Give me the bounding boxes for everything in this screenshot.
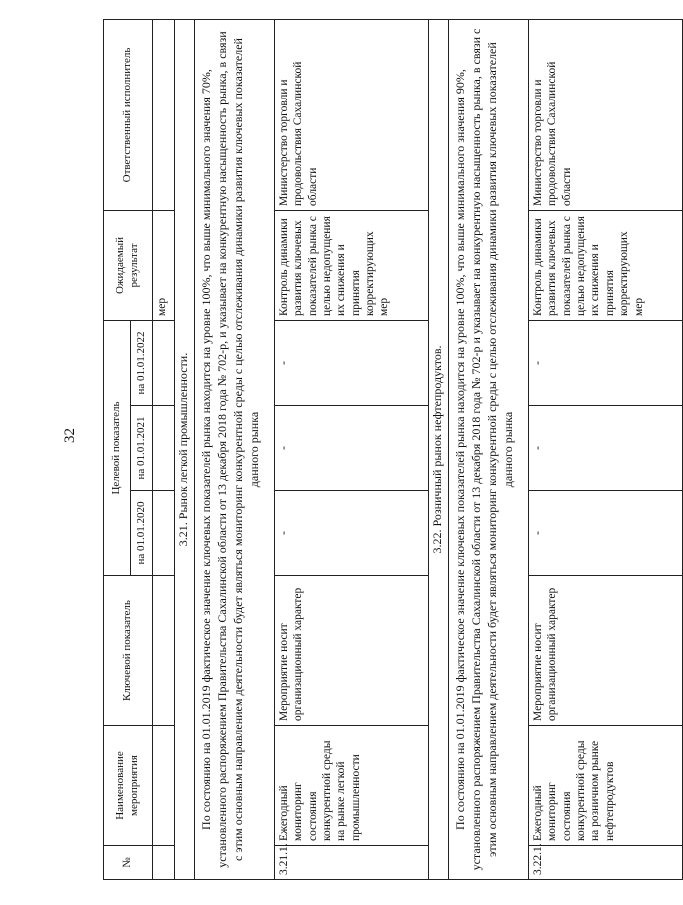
table-row [528, 20, 682, 880]
row-target-2021: - [528, 406, 682, 491]
row-key-indicator: Мероприятие носит организационный характер [274, 576, 428, 726]
measures-table [103, 19, 683, 880]
section-text-row [194, 20, 274, 880]
row-responsible: Министерство торговли и продовольствия Сахалинской области [528, 20, 682, 211]
section-title-row [174, 20, 194, 880]
row-target-2020: - [274, 491, 428, 576]
row-expected: Контроль динамики развития ключевых показателей рынка с целью недопущения их снижения и принятия корректирующих мер [528, 211, 682, 321]
header-target-2022: на 01.01.2022 [130, 321, 152, 406]
row-name: Ежегодный мониторинг состояния конкурентной среды на рынке легкой промышленности [274, 726, 428, 846]
section-text-row [448, 20, 528, 880]
row-target-2022: - [274, 321, 428, 406]
section-title: 3.21. Рынок легкой промышленности. [174, 20, 194, 880]
header-name: Наименование мероприятия [104, 726, 153, 846]
header-target-2021: на 01.01.2021 [130, 406, 152, 491]
continuation-row [153, 20, 175, 880]
header-row [104, 20, 131, 880]
row-num: 3.21.1. [274, 846, 428, 880]
section-text: По состоянию на 01.01.2019 фактическое значение ключевых показателей рынка находится на уровне 100%, что выше минимального значения 70%, установленного распоряжением Правительства Сахалинской области от 13 декабря 2018 года № 702-р, и указывает на конкурентную насыщенность рынка, в связи с этим основным направлением деятельности будет являться мониторинг конкурентной среды с целью отслеживания динамики развития ключевых показателей данного рынка [194, 20, 274, 880]
row-responsible: Министерство торговли и продовольствия Сахалинской области [274, 20, 428, 211]
header-expected: Ожидаемый результат [104, 211, 153, 321]
rotated-document-sheet [103, 20, 683, 880]
header-num: № [104, 846, 153, 880]
section-title-row [428, 20, 448, 880]
section-text: По состоянию на 01.01.2019 фактическое значение ключевых показателей рынка находится на уровне 100%, что выше минимального значения 90%, установленного распоряжением Правительства Сахалинской области от 13 декабря 2018 года № 702-р и указывает на конкурентную насыщенность рынка, в связи с этим основным направлением деятельности будет являться мониторинг конкурентной среды с целью отслеживания динамики развития ключевых показателей данного рынка [448, 20, 528, 880]
row-name: Ежегодный мониторинг состояния конкурентной среды на розничном рынке нефтепродуктов [528, 726, 682, 846]
header-key-indicator: Ключевой показатель [104, 576, 153, 726]
continuation-expected: мер [153, 211, 175, 321]
row-target-2022: - [528, 321, 682, 406]
header-target-2020: на 01.01.2020 [130, 491, 152, 576]
page-number: 32 [62, 428, 78, 443]
row-target-2020: - [528, 491, 682, 576]
row-key-indicator: Мероприятие носит организационный характер [528, 576, 682, 726]
section-title: 3.22. Розничный рынок нефтепродуктов. [428, 20, 448, 880]
row-target-2021: - [274, 406, 428, 491]
header-responsible: Ответственный исполнитель [104, 20, 153, 211]
header-target: Целевой показатель [104, 321, 131, 576]
table-row [274, 20, 428, 880]
row-expected: Контроль динамики развития ключевых показателей рынка с целью недопущения их снижения и принятия корректирующих мер [274, 211, 428, 321]
row-num: 3.22.1. [528, 846, 682, 880]
